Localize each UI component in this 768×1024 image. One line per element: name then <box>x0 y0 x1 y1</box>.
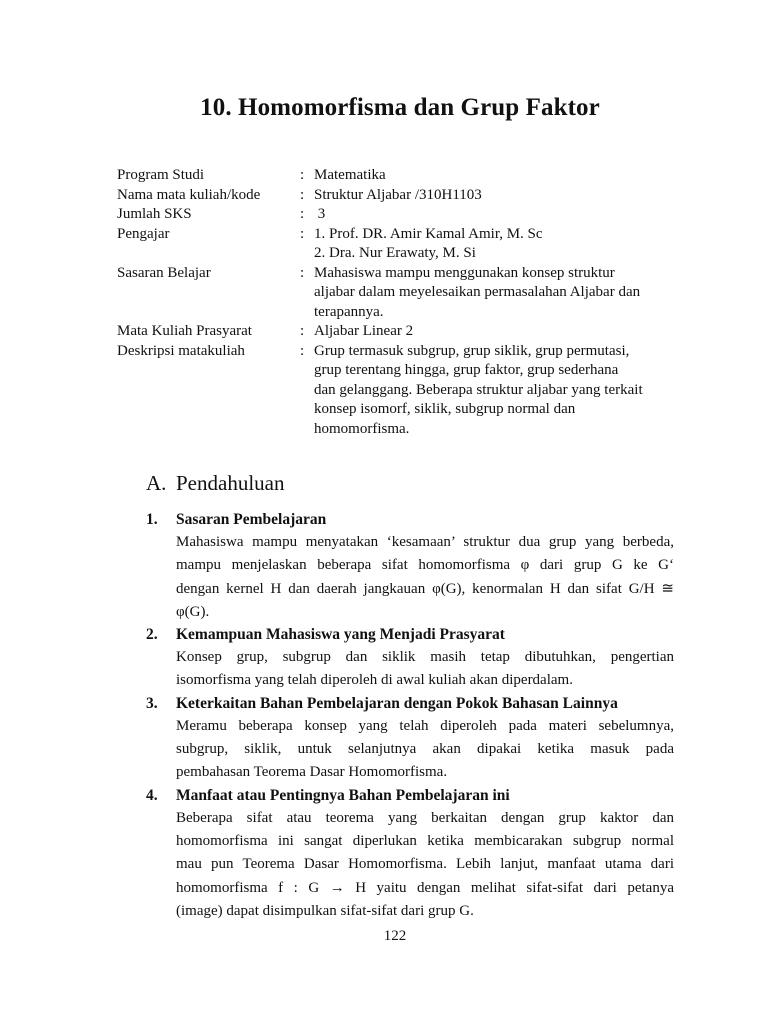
info-colon: : <box>300 186 305 203</box>
info-value-line: Struktur Aljabar /310H1103 <box>314 186 482 203</box>
info-row-program-studi <box>117 166 697 186</box>
section-title: Pendahuluan <box>176 471 285 495</box>
item-line: Konsep grup, subgrup dan siklik masih tetap dibutuhkan, pengertian <box>176 649 674 666</box>
item-heading-row <box>146 693 674 715</box>
item-line: mau pun Teorema Dasar Homomorfisma. Lebih lanjut, manfaat utama dari <box>176 856 674 873</box>
info-row-nama-mata-kuliah <box>117 186 697 206</box>
info-value <box>314 205 684 225</box>
item-sasaran-pembelajaran <box>146 509 674 624</box>
item-line: pembahasan Teorema Dasar Homomorfisma. <box>176 764 448 781</box>
info-value-line: konsep isomorf, siklik, subgrup normal dan <box>314 401 576 417</box>
info-value-line: Matematika <box>314 167 386 183</box>
item-number: 3. <box>146 694 158 712</box>
item-number: 1. <box>146 511 158 528</box>
item-heading-row <box>146 785 674 807</box>
info-colon: : <box>300 167 305 183</box>
info-row-deskripsi-matakuliah <box>117 342 697 440</box>
item-kemampuan-prasyarat <box>146 624 674 693</box>
item-heading: Kemampuan Mahasiswa yang Menjadi Prasyarat <box>176 626 505 644</box>
info-colon: : <box>300 264 305 281</box>
item-manfaat-bahan <box>146 785 674 923</box>
section-heading <box>146 471 284 496</box>
info-row-jumlah-sks <box>117 205 697 225</box>
item-line: homomorfisma ini sangat diperlukan ketika membicarakan subgrup normal <box>176 832 674 849</box>
info-label: Deskripsi matakuliah <box>117 342 245 359</box>
item-line: φ(G). <box>176 603 210 620</box>
section-letter: A. <box>146 471 167 495</box>
info-value-line: 2. Dra. Nur Erawaty, M. Si <box>314 245 476 261</box>
info-value <box>314 186 684 206</box>
info-label: Jumlah SKS <box>117 206 192 222</box>
info-value-line: Mahasiswa mampu menggunakan konsep struktur <box>314 264 615 281</box>
info-value <box>314 342 684 440</box>
info-value <box>314 264 684 323</box>
info-value-line: Aljabar Linear 2 <box>314 323 414 339</box>
item-line: subgrup, siklik, untuk selanjutnya akan dipakai ketika masuk pada <box>176 741 674 758</box>
info-label: Nama mata kuliah/kode <box>117 186 261 203</box>
info-value <box>314 166 684 186</box>
info-label: Sasaran Belajar <box>117 264 211 281</box>
info-value <box>314 225 684 264</box>
info-row-sasaran-belajar <box>117 264 697 323</box>
item-line: isomorfisma yang telah diperoleh di awal kuliah akan diperdalam. <box>176 672 573 689</box>
info-row-mata-kuliah-prasyarat <box>117 322 697 342</box>
item-body <box>146 531 674 624</box>
info-value-line: grup terentang hingga, grup faktor, grup sederhana <box>314 362 619 378</box>
course-info-table <box>117 166 697 439</box>
item-heading-row <box>146 509 674 531</box>
item-line: Beberapa sifat atau teorema yang berkaitan dengan grup kaktor dan <box>176 809 674 826</box>
item-heading: Sasaran Pembelajaran <box>176 511 327 528</box>
item-body <box>146 646 674 693</box>
info-row-pengajar <box>117 225 697 264</box>
item-line: Mahasiswa mampu menyatakan ‘kesamaan’ struktur dua grup yang berbeda, <box>176 534 674 550</box>
item-heading-row <box>146 624 674 646</box>
document-title: 10. Homomorfisma dan Grup Faktor <box>200 94 600 121</box>
info-value-line: terapannya. <box>314 303 384 320</box>
item-line: mampu menjelaskan beberapa sifat homomorfisma φ dari grup G ke G‘ <box>176 557 674 574</box>
info-value-line: dan gelanggang. Beberapa struktur aljabar yang terkait <box>314 381 643 398</box>
info-colon: : <box>300 323 305 339</box>
item-heading: Manfaat atau Pentingnya Bahan Pembelajaran ini <box>176 786 510 804</box>
info-label: Program Studi <box>117 167 205 183</box>
item-number: 4. <box>146 786 158 804</box>
item-heading: Keterkaitan Bahan Pembelajaran dengan Pokok Bahasan Lainnya <box>176 694 618 712</box>
numbered-items <box>146 509 674 923</box>
info-value-line: Grup termasuk subgrup, grup siklik, grup permutasi, <box>314 342 630 359</box>
item-number: 2. <box>146 626 158 644</box>
info-colon: : <box>300 225 305 242</box>
info-value-line: 1. Prof. DR. Amir Kamal Amir, M. Sc <box>314 225 543 242</box>
info-value <box>314 322 684 342</box>
info-value-line: aljabar dalam meyelesaikan permasalahan Aljabar dan <box>314 284 641 300</box>
item-line: dengan kernel H dan daerah jangkauan φ(G), kenormalan H dan sifat G/H ≅ <box>176 580 674 597</box>
info-label: Pengajar <box>117 225 170 242</box>
info-value-line: homomorfisma. <box>314 420 410 437</box>
item-line: Meramu beberapa konsep yang telah diperoleh pada materi sebelumnya, <box>176 717 674 734</box>
item-body <box>146 715 674 785</box>
info-label: Mata Kuliah Prasyarat <box>117 323 252 339</box>
item-body <box>146 807 674 923</box>
item-keterkaitan-bahan <box>146 693 674 785</box>
info-colon: : <box>300 206 305 222</box>
item-line: homomorfisma f : G → H yaitu dengan melihat sifat-sifat dari petanya <box>176 879 674 896</box>
info-colon: : <box>300 342 305 359</box>
page-number: 122 <box>383 928 407 944</box>
info-value-line: 3 <box>314 206 326 222</box>
item-line: (image) dapat disimpulkan sifat-sifat dari grup G. <box>176 902 474 919</box>
